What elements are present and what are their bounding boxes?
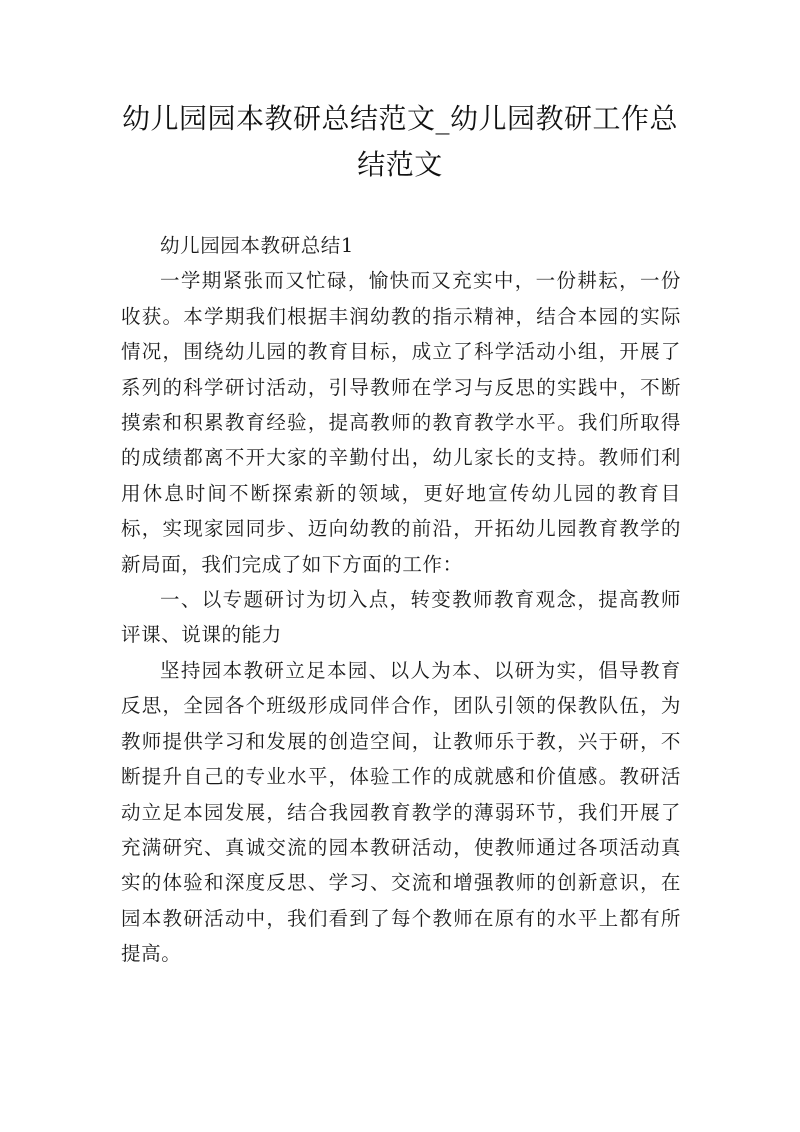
section-heading: 幼儿园园本教研总结1 bbox=[160, 234, 354, 257]
document-title: 幼儿园园本教研总结范文_幼儿园教研工作总结范文 bbox=[121, 102, 678, 181]
subsection-heading: 一、以专题研讨为切入点，转变教师教育观念，提高教师评课、说课的能力 bbox=[121, 588, 681, 647]
document-body bbox=[121, 228, 681, 972]
body-paragraph: 一学期紧张而又忙碌，愉快而又充实中，一份耕耘，一份收获。本学期我们根据丰润幼教的指示精神，结合本园的实际情况，围绕幼儿园的教育目标，成立了科学活动小组，开展了系列的科学研讨活动，引导教师在学习与反思的实践中，不断摸索和积累教育经验，提高教师的教育教学水平。我们所取得的成绩都离不开大家的辛勤付出，幼儿家长的支持。教师们利用休息时间不断探索新的领域，更好地宣传幼儿园的教育目标，实现家园同步、迈向幼教的前沿，开拓幼儿园教育教学的新局面，我们完成了如下方面的工作： bbox=[121, 269, 681, 576]
body-paragraph: 坚持园本教研立足本园、以人为本、以研为实，倡导教育反思，全园各个班级形成同伴合作，团队引领的保教队伍，为教师提供学习和发展的创造空间，让教师乐于教，兴于研，不断提升自己的专业水平，体验工作的成就感和价值感。教研活动立足本园发展，结合我园教育教学的薄弱环节，我们开展了充满研究、真诚交流的园本教研活动，使教师通过各项活动真实的体验和深度反思、学习、交流和增强教师的创新意识，在园本教研活动中，我们看到了每个教师在原有的水平上都有所提高。 bbox=[121, 658, 681, 966]
